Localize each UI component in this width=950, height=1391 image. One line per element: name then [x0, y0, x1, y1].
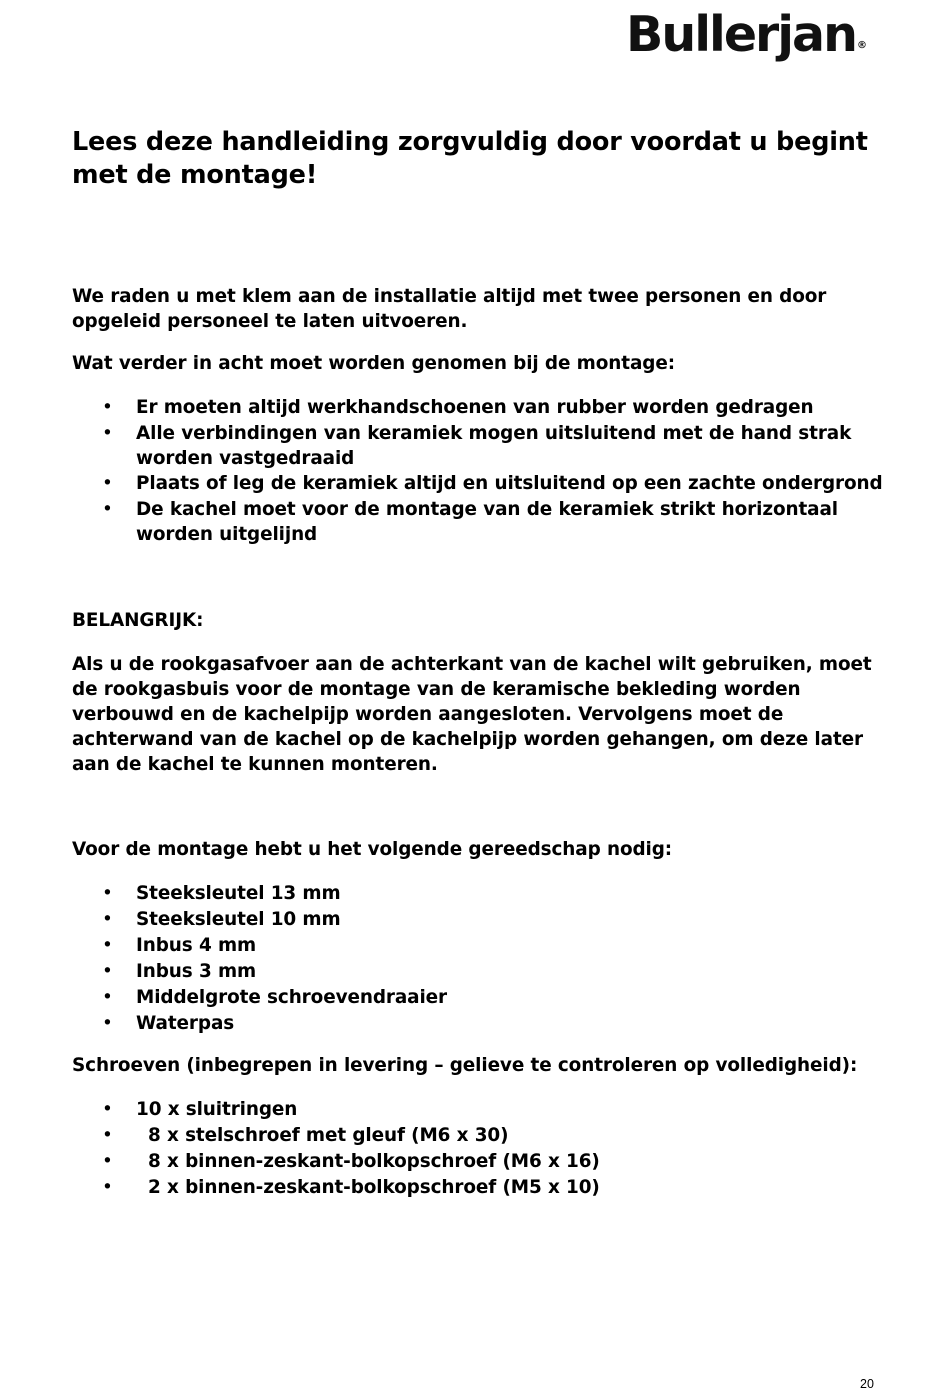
precautions-heading: Wat verder in acht moet worden genomen bij de montage: — [72, 353, 675, 374]
list-item — [72, 497, 887, 547]
list-item-text: Steeksleutel 13 mm — [136, 883, 341, 904]
bullet-icon: • — [102, 473, 113, 494]
bullet-icon: • — [102, 1151, 113, 1172]
list-item — [72, 907, 887, 933]
logo-wordmark: Bullerjan — [626, 6, 856, 63]
list-item — [72, 421, 887, 471]
registered-mark: ® — [856, 40, 867, 51]
list-item-text: De kachel moet voor de montage van de keramiek strikt horizontaal worden uitgelijnd — [136, 499, 838, 545]
bullet-icon: • — [102, 423, 113, 444]
list-item — [72, 1149, 887, 1175]
bullet-icon: • — [102, 499, 113, 520]
list-item — [72, 985, 887, 1011]
list-item-text: 2 x binnen-zeskant-bolkopschroef (M5 x 10) — [148, 1177, 600, 1198]
intro-paragraph: We raden u met klem aan de installatie altijd met twee personen en door opgeleid personeel te laten uitvoeren. — [72, 286, 827, 332]
tools-list — [72, 881, 887, 1037]
important-paragraph: Als u de rookgasafvoer aan de achterkant van de kachel wilt gebruiken, moet de rookgasbuis voor de montage van de keramische bekleding worden verbouwd en de kachelpijp worden aangesloten. Vervolgens moet de achterwand van de kachel op de kachelpijp worden gehangen, om deze later aan de kachel te kunnen monteren. — [72, 654, 872, 775]
list-item — [72, 471, 887, 497]
list-item-text: 10 x sluitringen — [136, 1099, 298, 1120]
list-item — [72, 881, 887, 907]
precautions-list — [72, 395, 887, 547]
bullet-icon: • — [102, 883, 113, 904]
screws-heading: Schroeven (inbegrepen in levering – gelieve te controleren op volledigheid): — [72, 1055, 858, 1076]
list-item-text: Steeksleutel 10 mm — [136, 909, 341, 930]
list-item-text: 8 x stelschroef met gleuf (M6 x 30) — [148, 1125, 509, 1146]
list-item-text: Alle verbindingen van keramiek mogen uitsluitend met de hand strak worden vastgedraaid — [136, 423, 852, 469]
brand-logo — [626, 4, 867, 66]
bullet-icon: • — [102, 1177, 113, 1198]
list-item-text: Er moeten altijd werkhandschoenen van rubber worden gedragen — [136, 397, 814, 418]
list-item — [72, 1175, 887, 1201]
list-item-text: Inbus 3 mm — [136, 961, 257, 982]
bullet-icon: • — [102, 1125, 113, 1146]
list-item — [72, 1123, 887, 1149]
tools-heading: Voor de montage hebt u het volgende gereedschap nodig: — [72, 839, 673, 860]
bullet-icon: • — [102, 1013, 113, 1034]
list-item-text: 8 x binnen-zeskant-bolkopschroef (M6 x 16) — [148, 1151, 600, 1172]
list-item — [72, 395, 887, 421]
important-heading: BELANGRIJK: — [72, 610, 204, 631]
list-item-text: Inbus 4 mm — [136, 935, 257, 956]
page-number: 20 — [860, 1377, 874, 1391]
bullet-icon: • — [102, 961, 113, 982]
document-body — [72, 126, 887, 1201]
bullet-icon: • — [102, 987, 113, 1008]
bullet-icon: • — [102, 397, 113, 418]
page-title: Lees deze handleiding zorgvuldig door voordat u begint met de montage! — [72, 127, 868, 190]
list-item — [72, 959, 887, 985]
list-item — [72, 933, 887, 959]
list-item-text: Plaats of leg de keramiek altijd en uitsluitend op een zachte ondergrond — [136, 473, 883, 494]
bullet-icon: • — [102, 1099, 113, 1120]
list-item-text: Middelgrote schroevendraaier — [136, 987, 448, 1008]
bullet-icon: • — [102, 935, 113, 956]
screws-list — [72, 1097, 887, 1201]
list-item-text: Waterpas — [136, 1013, 235, 1034]
list-item — [72, 1097, 887, 1123]
bullet-icon: • — [102, 909, 113, 930]
list-item — [72, 1011, 887, 1037]
